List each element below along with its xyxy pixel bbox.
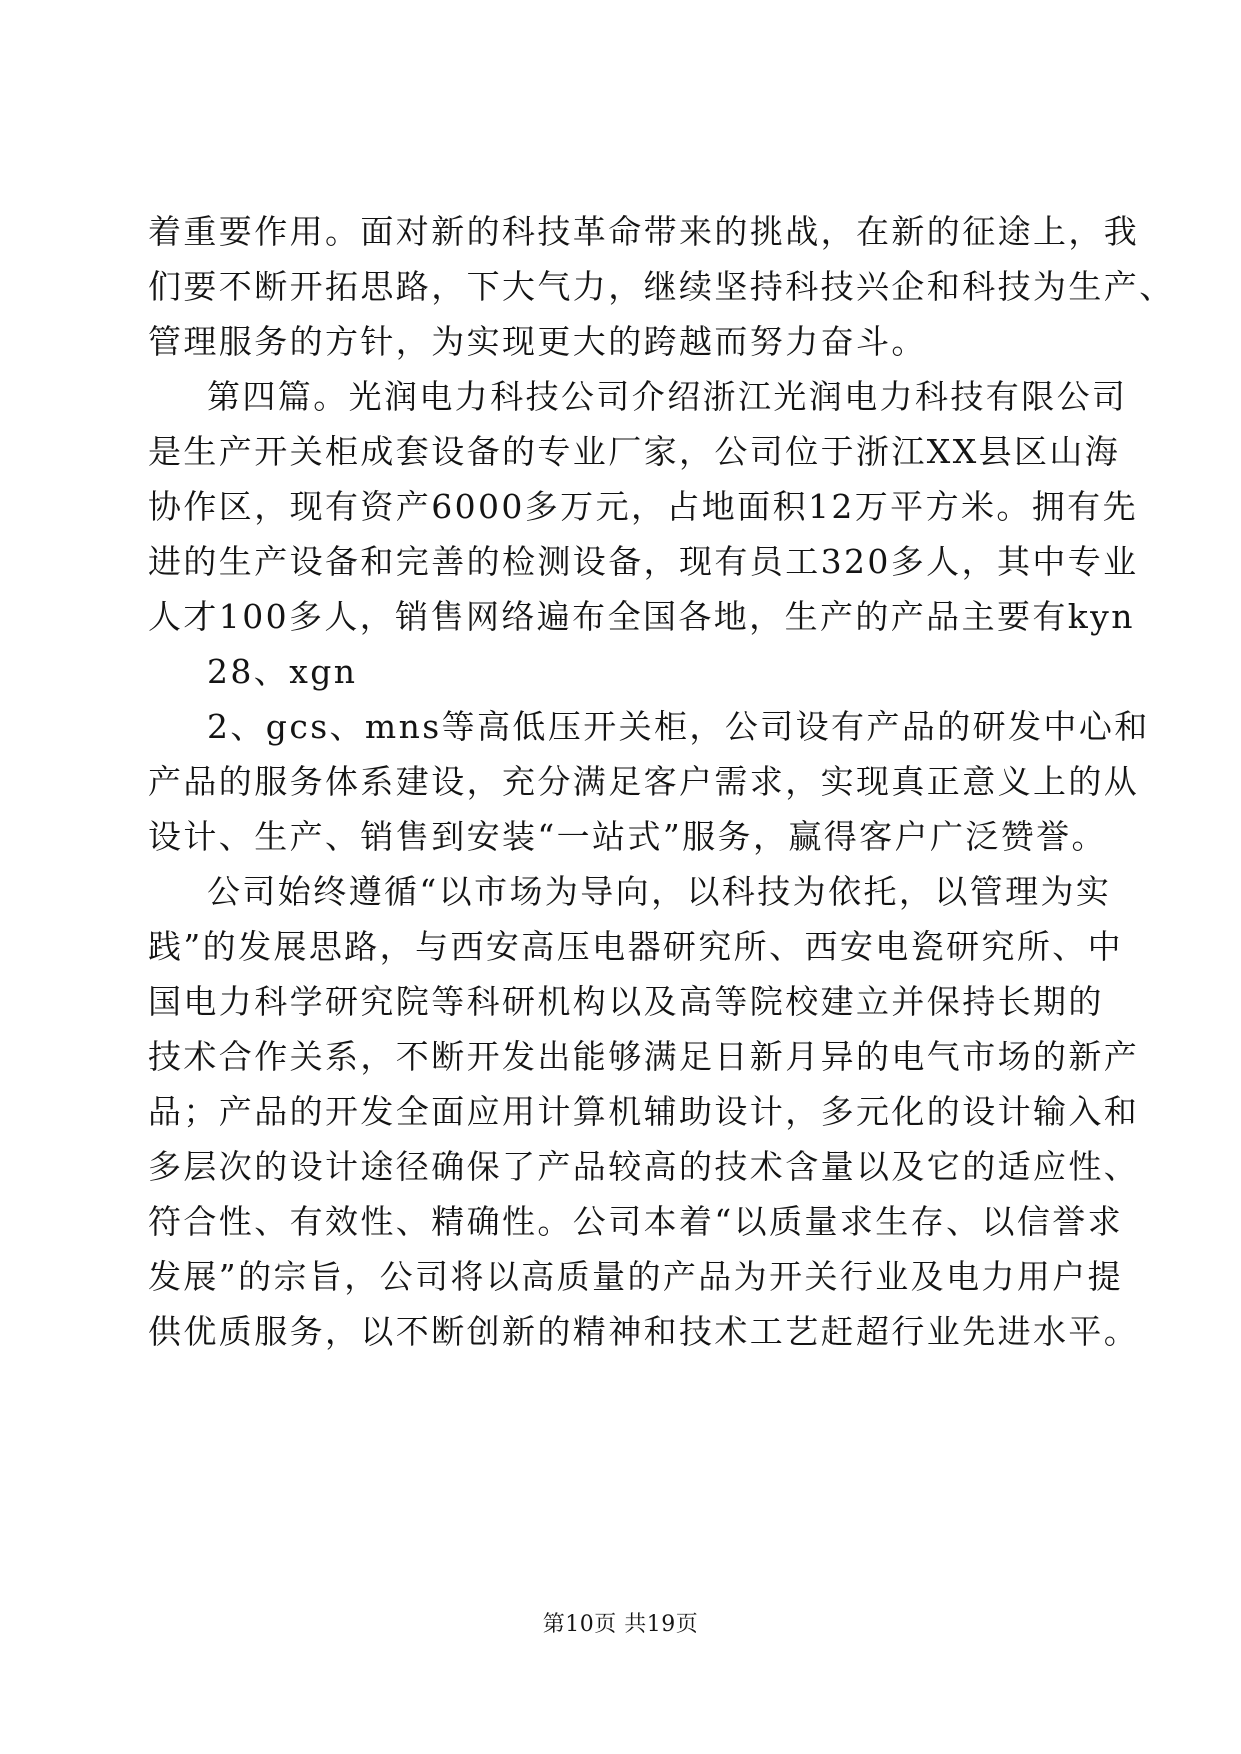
text-line: 们要不断开拓思路，下大气力，继续坚持科技兴企和科技为生产、 bbox=[148, 267, 1175, 306]
page-number-footer: 第10页 共19页 bbox=[542, 1612, 699, 1637]
text-line: 是生产开关柜成套设备的专业厂家，公司位于浙江XX县区山海 bbox=[148, 432, 1121, 471]
text-line: 符合性、有效性、精确性。公司本着“以质量求生存、以信誉求 bbox=[148, 1202, 1124, 1241]
text-line: 着重要作用。面对新的科技革命带来的挑战，在新的征途上，我 bbox=[148, 212, 1140, 251]
text-line: 技术合作关系，不断开发出能够满足日新月异的电气市场的新产 bbox=[148, 1037, 1140, 1076]
text-line: 协作区，现有资产6000多万元，占地面积12万平方米。拥有先 bbox=[148, 487, 1138, 526]
text-line: 国电力科学研究院等科研机构以及高等院校建立并保持长期的 bbox=[148, 982, 1104, 1021]
text-line: 公司始终遵循“以市场为导向，以科技为依托，以管理为实 bbox=[207, 872, 1112, 911]
text-line: 进的生产设备和完善的检测设备，现有员工320多人，其中专业 bbox=[148, 542, 1139, 581]
text-line: 2、gcs、mns等高低压开关柜，公司设有产品的研发中心和 bbox=[207, 707, 1150, 746]
text-line: 28、xgn bbox=[207, 652, 358, 691]
text-line: 发展”的宗旨，公司将以高质量的产品为开关行业及电力用户提 bbox=[148, 1257, 1124, 1296]
text-line: 产品的服务体系建设，充分满足客户需求，实现真正意义上的从 bbox=[148, 762, 1140, 801]
text-line: 管理服务的方针，为实现更大的跨越而努力奋斗。 bbox=[148, 322, 927, 361]
text-line: 设计、生产、销售到安装“一站式”服务，赢得客户广泛赞誉。 bbox=[148, 817, 1107, 856]
text-line: 品；产品的开发全面应用计算机辅助设计，多元化的设计输入和 bbox=[148, 1092, 1140, 1131]
text-line: 供优质服务，以不断创新的精神和技术工艺赶超行业先进水平。 bbox=[148, 1312, 1140, 1351]
text-line: 人才100多人，销售网络遍布全国各地，生产的产品主要有kyn bbox=[148, 597, 1135, 636]
text-line: 多层次的设计途径确保了产品较高的技术含量以及它的适应性、 bbox=[148, 1147, 1140, 1186]
text-line: 践”的发展思路，与西安高压电器研究所、西安电瓷研究所、中 bbox=[148, 927, 1124, 966]
text-line: 第四篇。光润电力科技公司介绍浙江光润电力科技有限公司 bbox=[207, 377, 1128, 416]
